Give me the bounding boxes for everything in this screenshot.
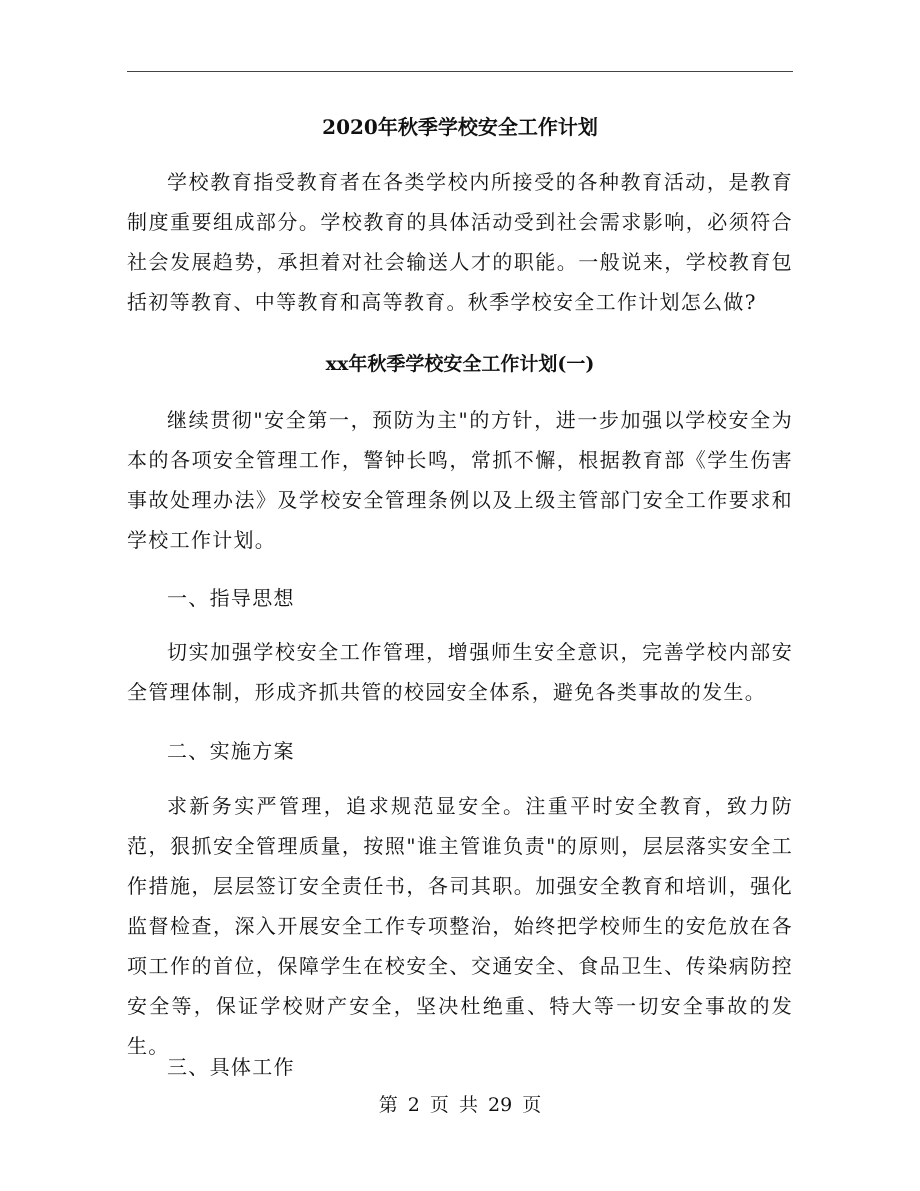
section-heading-implementation: 二、实施方案 xyxy=(167,739,295,763)
intro-paragraph: 学校教育指受教育者在各类学校内所接受的各种教育活动，是教育制度重要组成部分。学校教育的具体活动受到社会需求影响，必须符合社会发展趋势，承担着对社会输送人才的职能。一般说来，学校教育包括初等教育、中等教育和高等教育。秋季学校安全工作计划怎么做? xyxy=(127,170,793,314)
page-number-footer: 第 2 页 共 29 页 xyxy=(378,1094,542,1116)
guiding-ideology-paragraph: 切实加强学校安全工作管理，增强师生安全意识，完善学校内部安全管理体制，形成齐抓共管的校园安全体系，避免各类事故的发生。 xyxy=(127,640,793,704)
section-heading-guiding-ideology: 一、指导思想 xyxy=(167,586,295,610)
section-subtitle: xx年秋季学校安全工作计划(一) xyxy=(325,353,595,375)
document-title: 2020年秋季学校安全工作计划 xyxy=(322,115,598,139)
header-rule xyxy=(127,71,793,72)
implementation-paragraph: 求新务实严管理，追求规范显安全。注重平时安全教育，致力防范，狠抓安全管理质量，按照"谁主管谁负责"的原则，层层落实安全工作措施，层层签订安全责任书，各司其职。加强安全教育和培训，强化监督检查，深入开展安全工作专项整治，始终把学校师生的安危放在各项工作的首位，保障学生在校安全、交通安全、食品卫生、传染病防控安全等，保证学校财产安全，坚决杜绝重、特大等一切安全事故的发生。 xyxy=(127,794,793,1058)
section-heading-specific-work: 三、具体工作 xyxy=(167,1055,295,1079)
opening-paragraph: 继续贯彻"安全第一，预防为主"的方针，进一步加强以学校安全为本的各项安全管理工作，警钟长鸣，常抓不懈，根据教育部《学生伤害事故处理办法》及学校安全管理条例以及上级主管部门安全工作要求和学校工作计划。 xyxy=(127,408,793,552)
